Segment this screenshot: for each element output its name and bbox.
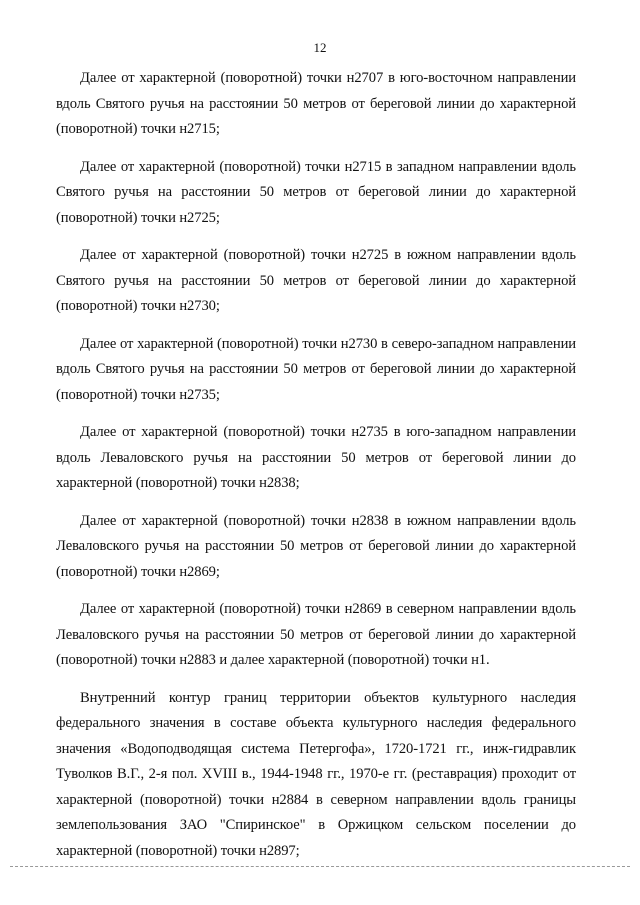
- paragraph: Далее от характерной (поворотной) точки н2715 в западном направлении вдоль Святого ручья на расстоянии 50 метров от береговой линии до характерной (поворотной) точки н2725;: [56, 158, 576, 226]
- paragraph: Далее от характерной (поворотной) точки н2838 в южном направлении вдоль Леваловского ручья на расстоянии 50 метров от береговой линии до характерной (поворотной) точки н2869;: [56, 512, 576, 580]
- paragraph: Внутренний контур границ территории объектов культурного наследия федерального значения в составе объекта культурного наследия федерального значения «Водоподводящая система Петергофа», 1720-1721 гг., инж-гидравлик Туволков В.Г., 2-я пол. XVIII в., 1944-1948 гг., 1970-е гг. (реставрация) проходит от характерной (поворотной) точки н2884 в северном направлении вдоль границы землепользования ЗАО "Спиринское" в Оржицком сельском поселении до характерной (поворотной) точки н2897;: [56, 689, 576, 859]
- paragraph: Далее от характерной (поворотной) точки н2707 в юго-восточном направлении вдоль Святого ручья на расстоянии 50 метров от береговой линии до характерной (поворотной) точки н2715;: [56, 70, 576, 137]
- paragraph: Далее от характерной (поворотной) точки н2735 в юго-западном направлении вдоль Леваловского ручья на расстоянии 50 метров от береговой линии до характерной (поворотной) точки н2838;: [56, 424, 576, 491]
- paragraph: Далее от характерной (поворотной) точки н2730 в северо-западном направлении вдоль Святого ручья на расстоянии 50 метров от береговой линии до характерной (поворотной) точки н2735;: [56, 335, 576, 403]
- page-number: 12: [313, 40, 327, 55]
- page-bottom-divider: [10, 866, 630, 867]
- paragraph: Далее от характерной (поворотной) точки н2725 в южном направлении вдоль Святого ручья на расстоянии 50 метров от береговой линии до характерной (поворотной) точки н2730;: [56, 247, 576, 314]
- paragraph: Далее от характерной (поворотной) точки н2869 в северном направлении вдоль Леваловского ручья на расстоянии 50 метров от береговой линии до характерной (поворотной) точки н2883 и далее характерной (поворотной) точки н1.: [56, 601, 576, 668]
- document-body: [56, 66, 576, 876]
